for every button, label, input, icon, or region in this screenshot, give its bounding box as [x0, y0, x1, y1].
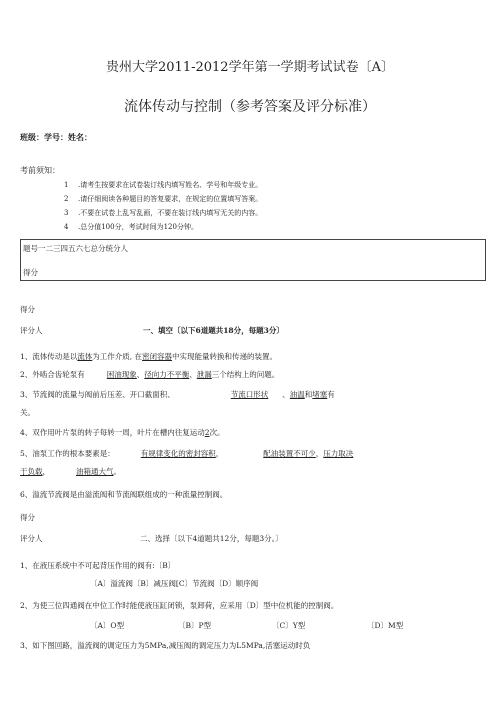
question-1-3: 3、节流阀的流量与阀前后压差、开口截面积、 节流口形状 、油温和堵塞有	[20, 390, 335, 399]
score-table	[20, 239, 486, 281]
option-b: 〔B〕P型	[178, 621, 212, 630]
section1-grader-label: 评分人	[20, 326, 43, 335]
notice-item: 4 .总分值100分，考试时间为120分钟。	[64, 223, 198, 231]
question-2-3: 3、如下图回路，溢流阀的调定压力为5MPa,减压阀的调定压力为L5MPa,活塞运动时负	[20, 641, 311, 650]
section1-title: 一、填空〔以下6道题共18分，每题3分〕	[143, 326, 284, 335]
question-1-4: 4、双作用叶片泵的转子每转一周，叶片在槽内往复运动2次。	[20, 428, 225, 437]
notice-item: 3 .不要在试卷上乱写乱画，不要在装订线内填写无关的内容。	[64, 209, 263, 217]
student-info: 班级：学号：姓名：	[20, 132, 92, 142]
question-1-5: 5、油泵工作的根本要素是： 有规律变化的密封容积， 配油装置不可少，压力取决	[20, 449, 354, 458]
notice-item: 2 .请仔细阅读各种题目的答复要求，在规定的位置填写答案。	[64, 195, 263, 203]
section2-grader-label: 评分人	[20, 534, 43, 543]
option-d: 〔D〕M型	[367, 621, 404, 630]
notice-heading: 考前须知：	[20, 166, 60, 175]
notice-item: 1 .请考生按要求在试卷装订线内填写姓名、学号和年级专业。	[64, 181, 263, 189]
section2-score-label: 得分	[20, 513, 35, 522]
question-2-2: 2、为使三位四通阀在中位工作时能使液压缸闭锁，泵卸荷，应采用〔D〕型中位机能的控制阀。	[20, 601, 339, 610]
exam-title: 贵州大学2011-2012学年第一学期考试试卷〔A〕	[106, 60, 394, 75]
course-title: 流体传动与控制（参考答案及评分标准）	[124, 99, 376, 115]
section2-title: 二、选择〔以下4道题共12分，每题3分。〕	[140, 534, 283, 543]
option-a: 〔A〕O型	[90, 621, 125, 630]
question-1-5-cont: 于负载， 油箱通大气。	[20, 467, 121, 476]
score-table-score-row: 得分	[23, 268, 38, 277]
question-1-2: 2、外啮合齿轮泵有 困油现象、径向力不平衡、泄漏三个结构上的问题。	[20, 370, 280, 379]
score-table-header: 题号一二三四五六七总分统分人	[23, 244, 128, 253]
option-c: 〔C〕Y型	[272, 621, 306, 630]
question-1-3-end: 关。	[20, 408, 35, 417]
question-1-6: 6、溢流节流阀是由溢流阀和节流阀联组成的一种流量控制阀。	[20, 490, 228, 499]
section1-score-label: 得分	[20, 305, 35, 314]
question-1-1: 1、流体传动是以流体为工作介质, 在密闭容器中实现能量转换和传递的装置。	[20, 352, 278, 361]
question-2-1: 1、在液压系统中不可起背压作用的阀有:〔B〕	[20, 561, 176, 570]
question-2-1-options: 〔A〕溢流阀〔B〕减压阀[C〕节流阀〔D〕顺序阀	[90, 579, 259, 588]
